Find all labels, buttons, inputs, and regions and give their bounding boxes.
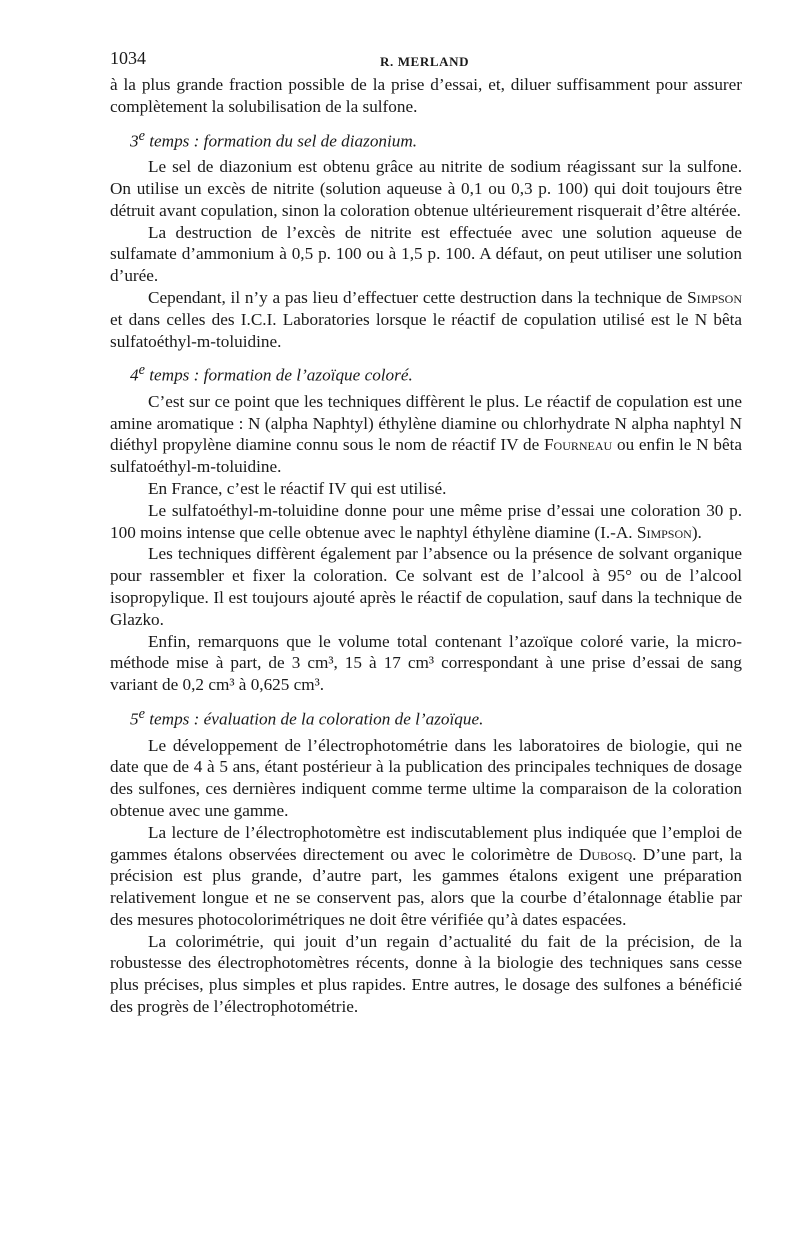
heading-text: temps : formation du sel de diazonium. bbox=[144, 131, 418, 151]
text-run: . D’une part, la précision est plus grande, d’autre part, les gammes étalons exigent une préparation relativement longue et ne se conservent pas, alors que la courbe d’étalonnage établie par des mesures photocolorimétriques ne doit être vérifiée qu’à dates espacées. bbox=[110, 844, 742, 929]
document-page bbox=[110, 44, 742, 1018]
text-run: Cependant, il n’y a pas lieu d’effectuer cette destruction dans la technique de bbox=[148, 287, 688, 307]
paragraph-continuation: à la plus grande fraction possible de la prise d’essai, et, diluer suffisamment pour assurer complètement la solubilisation de la sulfone. bbox=[110, 75, 742, 116]
step-number: 3 bbox=[130, 131, 139, 151]
text-run: La lecture de l’électrophotomètre est indiscutablement plus indiquée que l’emploi de gammes étalons observées directement ou avec le colorimètre de bbox=[110, 822, 742, 864]
section-heading-step-4 bbox=[110, 360, 742, 387]
page-number: 1034 bbox=[110, 48, 146, 68]
paragraph bbox=[110, 287, 742, 352]
author-name: Fourneau bbox=[543, 435, 613, 455]
paragraph bbox=[110, 500, 742, 544]
section-heading-step-3 bbox=[110, 126, 742, 153]
paragraph: Enfin, remarquons que le volume total contenant l’azoïque coloré varie, la micro-méthode mise à part, de 3 cm³, 15 à 17 cm³ correspondant à une prise d’essai de sang variant de 0,2 cm³ à 0,625 cm³. bbox=[110, 631, 742, 695]
text-run: Le sulfatoéthyl-m-toluidine donne pour une même prise d’essai une coloration 30 p. 100 moins intense que celle obtenue avec le naphtyl éthylène diamine (I.-A. bbox=[110, 500, 742, 542]
ordinal-suffix: e bbox=[138, 362, 145, 379]
paragraph: Le sel de diazonium est obtenu grâce au nitrite de sodium réagissant sur la sulfone. On utilise un excès de nitrite (solution aqueuse à 0,1 ou 0,3 p. 100) qui doit toujours être détruit avant copulation, sinon la coloration obtenue ultérieurement risquerait d’être altérée. bbox=[110, 157, 742, 220]
text-run: ). bbox=[691, 522, 702, 542]
running-head: R. MERLAND bbox=[380, 54, 470, 69]
paragraph: En France, c’est le réactif IV qui est utilisé. bbox=[148, 479, 447, 499]
author-name: Simpson bbox=[636, 522, 692, 542]
paragraph: Le développement de l’électrophotométrie dans les laboratoires de biologie, qui ne date que de 4 à 5 ans, étant postérieur à la publication des principales techniques de dosage des sulfones, ces dernières indiquent comme terme ultime la comparaison de la coloration obtenue avec une gamme. bbox=[110, 735, 742, 820]
paragraph: La colorimétrie, qui jouit d’un regain d’actualité du fait de la précision, de la robustesse des électrophotomètres récents, donne à la biologie des techniques sans cesse plus précises, plus simples et plus rapides. Entre autres, le dosage des sulfones a bénéficié des progrès de l’électrophotométrie. bbox=[110, 931, 742, 1017]
heading-text: temps : évaluation de la coloration de l’azoïque. bbox=[144, 709, 484, 729]
author-name: Simpson bbox=[687, 287, 742, 307]
page-header bbox=[110, 44, 742, 74]
ordinal-suffix: e bbox=[138, 127, 145, 144]
step-number: 4 bbox=[130, 366, 139, 386]
text-run: et dans celles des I.C.I. Laboratories lorsque le réactif de copulation utilisé est le N bêta sulfatoéthyl-m-toluidine. bbox=[110, 309, 742, 351]
ordinal-suffix: e bbox=[138, 705, 145, 722]
text-run: ou enfin le N bêta sulfatoéthyl-m-toluidine. bbox=[110, 435, 742, 477]
paragraph: Les techniques diffèrent également par l’absence ou la présence de solvant organique pour rassembler et fixer la coloration. Ce solvant est de l’alcool à 95° ou de l’alcool isopropylique. Il est toujours ajouté après le réactif de copulation, sauf dans la technique de Glazko. bbox=[110, 544, 742, 629]
paragraph bbox=[110, 391, 742, 478]
section-heading-step-5 bbox=[110, 704, 742, 731]
author-name: Dubosq bbox=[579, 844, 633, 864]
paragraph bbox=[110, 822, 742, 931]
step-number: 5 bbox=[130, 709, 139, 729]
body-text bbox=[110, 74, 742, 1018]
heading-text: temps : formation de l’azoïque coloré. bbox=[144, 366, 413, 386]
paragraph: La destruction de l’excès de nitrite est effectuée avec une solution aqueuse de sulfamate d’ammonium à 0,5 p. 100 ou à 1,5 p. 100. A défaut, on peut utiliser une solution d’urée. bbox=[110, 222, 742, 286]
text-run: C’est sur ce point que les techniques diffèrent le plus. Le réactif de copulation est une amine aromatique : N (alpha Naphtyl) éthylène diamine ou chlorhydrate N alpha naphtyl N diéthyl propylène diamine connu sous le nom de réactif IV de bbox=[110, 391, 742, 455]
